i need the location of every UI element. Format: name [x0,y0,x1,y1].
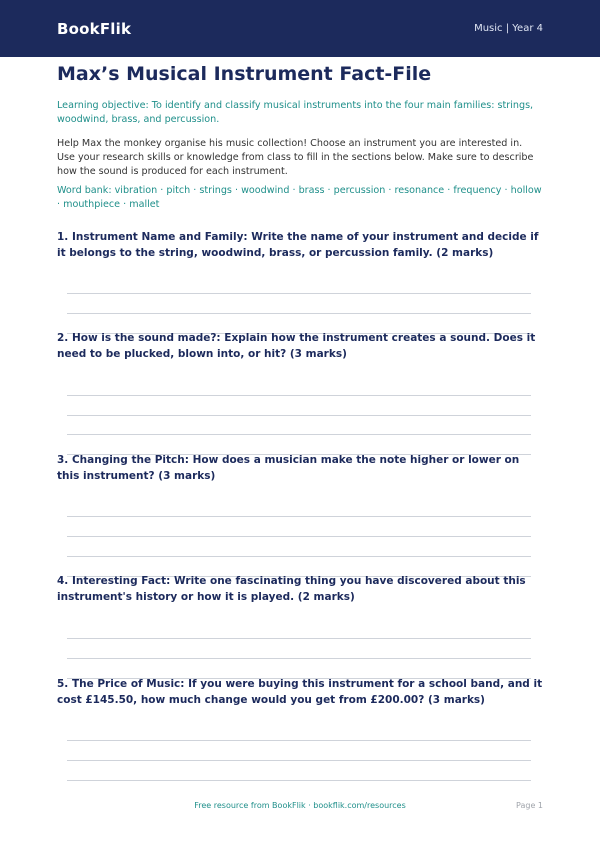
question-4: 4. Interesting Fact: Write one fascinating thing you have discovered about this instrument's history or how it is played. (2 marks) [57,575,526,603]
answer-line[interactable] [67,638,531,639]
answer-line[interactable] [67,313,531,314]
question-3: 3. Changing the Pitch: How does a musician make the note higher or lower on this instrument? (3 marks) [57,454,520,482]
question-2: 2. How is the sound made?: Explain how the instrument creates a sound. Does it need to be plucked, blown into, or hit? (3 marks) [57,332,536,360]
answer-line[interactable] [67,516,531,517]
intro-text: Help Max the monkey organise his music collection! Choose an instrument you are interested in. Use your research skills or knowledge from class to fill in the sections below. Make sure to describe how the sound is produced for each instrument. [57,138,534,177]
answer-line[interactable] [67,556,531,557]
answer-line[interactable] [67,293,531,294]
answer-line[interactable] [67,415,531,416]
subject-label: Music | Year 4 [474,23,543,34]
page-header [0,0,600,57]
learning-objective: Learning objective: To identify and classify musical instruments into the four main families: strings, woodwind, brass, and percussion. [57,100,534,125]
answer-line[interactable] [67,434,531,435]
page-number: Page 1 [516,801,543,810]
page-title: Max’s Musical Instrument Fact-File [57,63,432,85]
answer-line[interactable] [67,536,531,537]
answer-line[interactable] [67,740,531,741]
brand-logo: BookFlik [57,19,132,38]
answer-line[interactable] [67,658,531,659]
word-bank: Word bank: vibration · pitch · strings · woodwind · brass · percussion · resonance · frequency · hollow · mouthpiece · mallet [57,185,542,210]
question-5: 5. The Price of Music: If you were buying this instrument for a school band, and it cost £145.50, how much change would you get from £200.00? (3 marks) [57,678,543,706]
question-1: 1. Instrument Name and Family: Write the name of your instrument and decide if it belongs to the string, woodwind, brass, or percussion family. (2 marks) [57,231,539,259]
answer-line[interactable] [67,760,531,761]
answer-line[interactable] [67,780,531,781]
footer-text: Free resource from BookFlik · bookflik.com/resources [194,801,406,810]
answer-line[interactable] [67,395,531,396]
